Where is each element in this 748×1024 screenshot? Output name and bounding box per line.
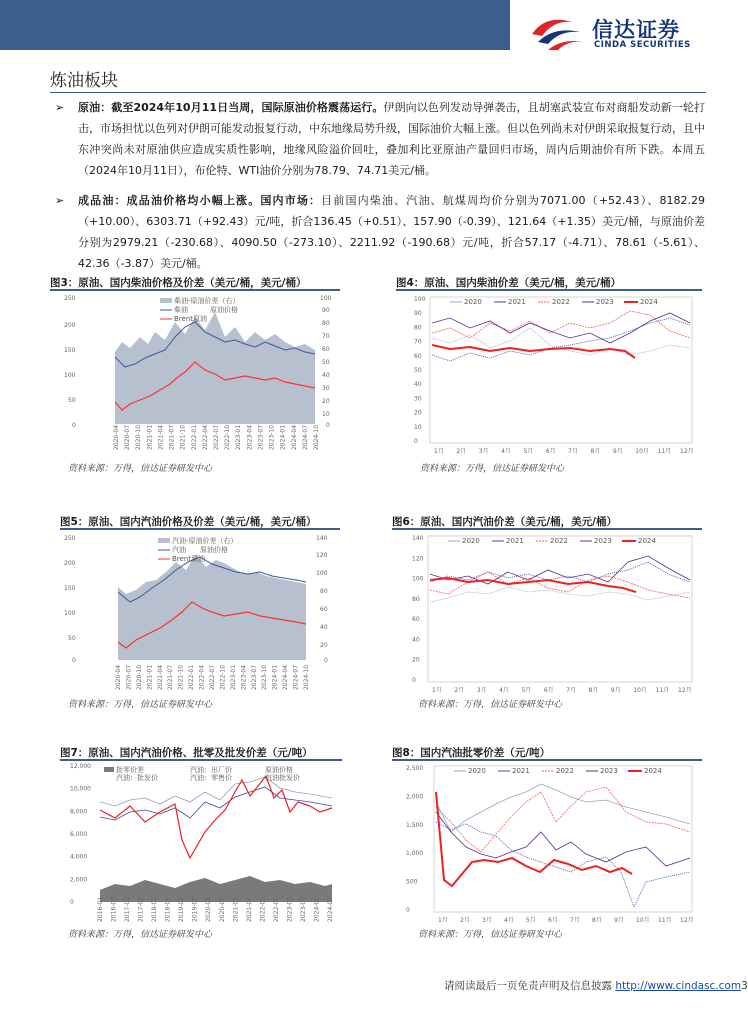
figure-3-y-right-ticks xyxy=(320,295,332,429)
y-tick-label: 1,500 xyxy=(406,821,424,829)
y-tick-label: 0 xyxy=(70,899,74,906)
x-tick-label: 4月 xyxy=(499,687,509,694)
x-tick-label: 2021-07 xyxy=(168,424,176,450)
x-tick-label: 2022-01 xyxy=(259,896,267,922)
figure-3-rule xyxy=(50,289,340,291)
figure-4-chart xyxy=(410,293,700,455)
x-tick-label: 2023-07 xyxy=(299,896,307,922)
figure-8-legend xyxy=(454,767,662,775)
x-tick-label: 2024-07 xyxy=(301,424,309,450)
figure-6-chart xyxy=(408,532,700,694)
svg-text:0: 0 xyxy=(324,657,328,664)
x-tick-label: 2023-01 xyxy=(286,896,294,922)
x-tick-label: 2022-04 xyxy=(198,664,206,690)
y-tick-label: 20 xyxy=(414,409,422,417)
figure-8-line-2020 xyxy=(436,784,690,832)
x-tick-label: 2024-07 xyxy=(327,896,334,922)
x-tick-label: 2017-01 xyxy=(124,896,132,922)
svg-text:100: 100 xyxy=(316,570,328,577)
x-tick-label: 2020-10 xyxy=(135,424,143,450)
y-tick-label: 40 xyxy=(414,381,422,389)
x-tick-label: 2024-10 xyxy=(303,664,310,690)
figure-6-title: 图6：原油、国内汽油价差（美元/桶，美元/桶） xyxy=(392,516,617,528)
figure-8-title: 图8：国内汽油批零价差（元/吨） xyxy=(392,747,551,759)
svg-text:2023: 2023 xyxy=(594,537,612,545)
figure-3-chart xyxy=(60,292,340,452)
x-tick-label: 4月 xyxy=(501,448,511,455)
x-tick-label: 10月 xyxy=(633,687,647,694)
x-tick-label: 2021-07 xyxy=(167,664,175,690)
svg-text:2024: 2024 xyxy=(640,298,658,306)
x-tick-label: 2020-04 xyxy=(115,664,122,690)
svg-text:2020: 2020 xyxy=(468,767,486,775)
x-tick-label: 12月 xyxy=(680,448,694,455)
figure-5-spread-area xyxy=(118,554,306,660)
x-tick-label: 8月 xyxy=(588,687,599,694)
y-tick-label: 100 xyxy=(412,575,424,583)
svg-text:140: 140 xyxy=(316,535,328,542)
figure-7-chart xyxy=(70,762,342,924)
x-tick-label: 2022-07 xyxy=(213,424,220,450)
svg-text:150: 150 xyxy=(64,347,76,354)
svg-text:汽油：批发价: 汽油：批发价 xyxy=(116,774,158,782)
svg-text:汽油批发价: 汽油批发价 xyxy=(265,774,300,782)
figure-7-spread-area xyxy=(100,876,332,902)
svg-text:100: 100 xyxy=(64,610,76,617)
x-tick-label: 2023-10 xyxy=(261,664,269,690)
svg-text:批零价差: 批零价差 xyxy=(116,766,144,774)
figure-7-title: 图7：原油、国内汽油价格、批零及批发价差（元/吨） xyxy=(60,747,313,759)
x-tick-label: 2月 xyxy=(454,687,465,694)
x-tick-label: 3月 xyxy=(476,687,487,694)
svg-text:50: 50 xyxy=(68,397,76,404)
svg-text:0: 0 xyxy=(72,657,76,664)
svg-text:20: 20 xyxy=(322,398,330,405)
figure-5-source: 资料来源：万得，信达证券研发中心 xyxy=(68,700,213,710)
figure-7-legend xyxy=(104,765,300,782)
x-tick-label: 2021-04 xyxy=(156,664,164,690)
figure-3-y-left-ticks xyxy=(64,295,76,429)
x-tick-label: 2022-01 xyxy=(188,664,196,690)
y-tick-label: 70 xyxy=(414,338,422,346)
figure-5-y-left-ticks xyxy=(64,535,76,664)
x-tick-label: 6月 xyxy=(543,687,554,694)
x-tick-label: 2023-10 xyxy=(268,424,276,450)
svg-text:60: 60 xyxy=(320,606,328,613)
x-tick-label: 2020-01 xyxy=(205,896,213,922)
x-tick-label: 7月 xyxy=(570,917,580,924)
figure-8-chart xyxy=(406,762,700,924)
bullet-arrow-icon: ➢ xyxy=(55,194,65,207)
svg-text:原油价格: 原油价格 xyxy=(265,766,293,774)
figure-4-y-ticks xyxy=(414,296,426,445)
x-tick-label: 2019-01 xyxy=(178,896,186,922)
figure-5-x-ticks xyxy=(115,665,310,690)
figure-8-line-2021 xyxy=(436,822,690,907)
figure-6-source: 资料来源：万得，信达证券研发中心 xyxy=(418,700,563,710)
x-tick-label: 6月 xyxy=(548,917,558,924)
svg-text:原油价格: 原油价格 xyxy=(210,306,238,314)
y-tick-label: 120 xyxy=(412,555,424,563)
logo-mark-icon xyxy=(528,12,588,52)
svg-text:0: 0 xyxy=(326,422,330,429)
svg-text:80: 80 xyxy=(322,320,330,327)
svg-text:Brent原油: Brent原油 xyxy=(172,555,206,563)
svg-text:2020: 2020 xyxy=(462,537,480,545)
svg-text:50: 50 xyxy=(68,635,76,642)
figure-5-chart xyxy=(60,532,340,692)
svg-text:100: 100 xyxy=(320,295,332,302)
x-tick-label: 2021-01 xyxy=(232,896,240,922)
x-tick-label: 2023-01 xyxy=(235,424,243,450)
figure-8-source: 资料来源：万得，信达证券研发中心 xyxy=(418,930,563,940)
x-tick-label: 2021-01 xyxy=(146,664,154,690)
figure-3-source: 资料来源：万得，信达证券研发中心 xyxy=(68,464,213,474)
figure-3-title: 图3：原油、国内柴油价格及价差（美元/桶，美元/桶） xyxy=(50,277,307,289)
x-tick-label: 2023-07 xyxy=(250,664,258,690)
x-tick-label: 2024-04 xyxy=(290,424,298,450)
x-tick-label: 2024-01 xyxy=(279,424,287,450)
figure-4-line-2020 xyxy=(432,328,690,355)
figure-6-x-ticks xyxy=(432,686,692,694)
x-tick-label: 2024-01 xyxy=(271,664,279,690)
figure-7-source: 资料来源：万得，信达证券研发中心 xyxy=(68,930,213,940)
y-tick-label: 140 xyxy=(412,535,424,542)
y-tick-label: 0 xyxy=(414,438,418,445)
figure-3-spread-area xyxy=(115,312,315,424)
x-tick-label: 2024-10 xyxy=(313,424,320,450)
x-tick-label: 2019-07 xyxy=(191,896,199,922)
figure-3-x-ticks xyxy=(113,425,320,450)
x-tick-label: 5月 xyxy=(523,448,534,455)
svg-text:2024: 2024 xyxy=(644,767,662,775)
x-tick-label: 4月 xyxy=(504,917,514,924)
svg-text:2020: 2020 xyxy=(464,298,482,306)
svg-text:2024: 2024 xyxy=(638,537,656,545)
svg-text:250: 250 xyxy=(64,535,76,542)
company-logo xyxy=(528,12,718,52)
x-tick-label: 1月 xyxy=(438,917,448,924)
svg-text:2022: 2022 xyxy=(550,537,568,545)
x-tick-label: 2月 xyxy=(460,917,470,924)
x-tick-label: 2021-04 xyxy=(157,424,165,450)
y-tick-label: 50 xyxy=(414,367,422,374)
y-tick-label: 2,500 xyxy=(406,765,424,772)
x-tick-label: 7月 xyxy=(568,448,579,455)
x-tick-label: 6月 xyxy=(545,448,556,455)
website-link[interactable]: http://www.cindasc.com xyxy=(615,980,742,992)
figure-8-y-ticks xyxy=(406,765,423,914)
svg-text:40: 40 xyxy=(322,372,330,379)
x-tick-label: 8月 xyxy=(592,917,602,924)
bullet-text: 目前国内柴油、汽油、航煤周均价分别为7071.00（+52.43）、8182.29（+10.00）、6303.71（+92.43）元/吨，折合136.45（+0.51）、157.90（-0.39）、121.64（+1.35）美元/桶，与原油价差分别为2979.21（-230.68）、4090.50（-273.10）、2211.92（-190.68）元/吨，折合57.17（-4.71）、78.61（-5.61）、42.36（-3.87）美元/桶。 xyxy=(78,194,705,270)
x-tick-label: 12月 xyxy=(678,687,692,694)
y-tick-label: 500 xyxy=(406,878,418,886)
y-tick-label: 10,000 xyxy=(70,785,91,793)
figure-4-x-ticks xyxy=(434,447,694,455)
svg-text:30: 30 xyxy=(322,385,330,392)
y-tick-label: 0 xyxy=(412,677,416,684)
x-tick-label: 2022-10 xyxy=(219,664,227,690)
figure-5-title: 图5：原油、国内汽油价格及价差（美元/桶，美元/桶） xyxy=(60,516,317,528)
figure-5-rule xyxy=(60,528,340,530)
figure-8-x-ticks xyxy=(438,916,694,924)
x-tick-label: 2020-04 xyxy=(113,424,120,450)
figure-7-wholesale-line xyxy=(100,776,332,858)
svg-text:20: 20 xyxy=(320,642,328,649)
x-tick-label: 7月 xyxy=(566,687,577,694)
figure-4-rule xyxy=(396,289,702,291)
bullet-lead: 成品油：成品油价格均小幅上涨。国内市场： xyxy=(78,194,322,207)
x-tick-label: 2022-07 xyxy=(209,664,216,690)
section-title: 炼油板块 xyxy=(50,71,118,91)
svg-text:柴油-原油价差（右）: 柴油-原油价差（右） xyxy=(174,297,240,305)
x-tick-label: 9月 xyxy=(610,687,621,694)
y-tick-label: 20 xyxy=(412,656,420,664)
svg-text:10: 10 xyxy=(322,411,330,418)
logo-text-en: CINDA SECURITIES xyxy=(594,40,691,50)
y-tick-label: 0 xyxy=(406,907,410,914)
x-tick-label: 2022-04 xyxy=(201,424,209,450)
y-tick-label: 80 xyxy=(412,595,420,603)
y-tick-label: 30 xyxy=(414,395,422,403)
svg-text:2021: 2021 xyxy=(512,767,530,775)
x-tick-label: 2021-01 xyxy=(146,424,154,450)
figure-4-line-2022 xyxy=(432,311,690,338)
x-tick-label: 11月 xyxy=(655,687,670,694)
x-tick-label: 2022-01 xyxy=(190,424,198,450)
x-tick-label: 2016-01 xyxy=(97,896,104,922)
svg-text:60: 60 xyxy=(322,346,330,353)
svg-text:汽油-原油价差（右）: 汽油-原油价差（右） xyxy=(172,537,238,545)
x-tick-label: 2月 xyxy=(456,448,467,455)
x-tick-label: 9月 xyxy=(612,448,623,455)
figure-4-title: 图4：原油、国内柴油价差（美元/桶，美元/桶） xyxy=(396,277,621,289)
y-tick-label: 2,000 xyxy=(70,876,88,884)
svg-text:200: 200 xyxy=(64,560,76,567)
x-tick-label: 9月 xyxy=(614,917,624,924)
figure-6-rule xyxy=(392,528,702,530)
x-tick-label: 2024-01 xyxy=(313,896,321,922)
x-tick-label: 2018-01 xyxy=(151,896,159,922)
header-band xyxy=(0,0,510,50)
figure-4-line-2021 xyxy=(432,318,690,361)
x-tick-label: 2024-04 xyxy=(282,664,290,690)
x-tick-label: 2021-10 xyxy=(179,424,187,450)
svg-text:150: 150 xyxy=(64,585,76,592)
x-tick-label: 2020-07 xyxy=(125,664,133,690)
figure-8-line-2022 xyxy=(436,787,690,852)
y-tick-label: 60 xyxy=(412,616,420,624)
x-tick-label: 2023-04 xyxy=(240,664,248,690)
figure-6-line-2022 xyxy=(430,572,690,598)
x-tick-label: 3月 xyxy=(478,448,489,455)
x-tick-label: 11月 xyxy=(657,448,672,455)
bullet-crude-oil xyxy=(55,97,705,181)
x-tick-label: 2023-01 xyxy=(229,664,237,690)
x-tick-label: 2023-07 xyxy=(257,424,265,450)
x-tick-label: 12月 xyxy=(680,917,694,924)
svg-text:250: 250 xyxy=(64,295,76,302)
figure-6-line-2020 xyxy=(430,587,690,602)
x-tick-label: 2020-07 xyxy=(218,896,226,922)
y-tick-label: 80 xyxy=(414,324,422,332)
x-tick-label: 11月 xyxy=(658,917,672,924)
x-tick-label: 2023-04 xyxy=(246,424,254,450)
x-tick-label: 2018-07 xyxy=(164,896,172,922)
logo-text-cn: 信达证券 xyxy=(592,18,680,42)
figure-6-legend xyxy=(448,537,656,545)
svg-text:2021: 2021 xyxy=(508,298,526,306)
figure-5-y-right-ticks xyxy=(316,535,328,664)
x-tick-label: 2016-07 xyxy=(110,896,118,922)
figure-6-line-2021 xyxy=(430,562,690,582)
svg-text:200: 200 xyxy=(64,322,76,329)
svg-text:2022: 2022 xyxy=(556,767,574,775)
x-tick-label: 8月 xyxy=(590,448,601,455)
figure-4-line-2023 xyxy=(432,313,690,343)
y-tick-label: 1,000 xyxy=(406,850,424,858)
svg-text:100: 100 xyxy=(64,372,76,379)
figure-6-line-2024 xyxy=(430,578,636,592)
y-tick-label: 4,000 xyxy=(70,853,88,861)
svg-text:0: 0 xyxy=(72,422,76,429)
svg-text:2023: 2023 xyxy=(600,767,618,775)
svg-text:50: 50 xyxy=(322,359,330,366)
y-tick-label: 2,000 xyxy=(406,793,424,801)
svg-text:柴油: 柴油 xyxy=(174,306,188,314)
x-tick-label: 1月 xyxy=(434,448,444,455)
y-tick-label: 90 xyxy=(414,310,422,318)
svg-text:90: 90 xyxy=(322,307,330,314)
x-tick-label: 2017-07 xyxy=(137,896,145,922)
svg-text:汽油：零售价: 汽油：零售价 xyxy=(190,774,232,782)
figure-6-y-ticks xyxy=(412,535,424,684)
figure-4-legend xyxy=(450,298,658,306)
x-tick-label: 2021-07 xyxy=(245,896,253,922)
figure-4-source: 资料来源：万得，信达证券研发中心 xyxy=(420,464,565,474)
disclaimer-text: 请阅读最后一页免责声明及信息披露 xyxy=(444,980,616,992)
x-tick-label: 2021-10 xyxy=(177,664,185,690)
figure-8-rule xyxy=(392,759,702,761)
y-tick-label: 6,000 xyxy=(70,831,88,838)
x-tick-label: 2022-10 xyxy=(224,424,232,450)
x-tick-label: 5月 xyxy=(521,687,532,694)
svg-text:2022: 2022 xyxy=(552,298,570,306)
x-tick-label: 1月 xyxy=(432,687,442,694)
svg-text:汽油: 汽油 xyxy=(172,546,186,554)
page-number: 3 xyxy=(741,980,748,992)
x-tick-label: 5月 xyxy=(526,917,536,924)
figure-5-legend xyxy=(158,536,238,563)
bullet-text: 伊朗向以色列发动导弹袭击，且胡塞武装宣布对商船发动新一轮打击，市场担忧以色列对伊朗可能发动报复行动，中东地缘局势升级，国际油价大幅上涨。但以色列尚未对伊朗采取报复行动，且中东冲突尚未对原油供应造成实质性影响，地缘风险溢价回吐，叠加利比亚原油产量回归市场，周内后期油价有所下跌。本周五（2024年10月11日），布伦特、WTI油价分别为78.79、74.71美元/桶。 xyxy=(78,101,706,177)
svg-text:40: 40 xyxy=(320,624,328,631)
y-tick-label: 60 xyxy=(414,352,422,360)
x-tick-label: 2022-07 xyxy=(272,896,280,922)
y-tick-label: 12,000 xyxy=(70,763,91,770)
figure-3-legend xyxy=(160,296,240,323)
x-tick-label: 3月 xyxy=(482,917,492,924)
bullet-lead: 原油：截至2024年10月11日当周，国际原油价格震荡运行。 xyxy=(78,101,384,114)
page-footer xyxy=(444,978,748,993)
svg-text:2023: 2023 xyxy=(596,298,614,306)
svg-text:2021: 2021 xyxy=(506,537,524,545)
x-tick-label: 2020-07 xyxy=(124,424,132,450)
svg-text:汽油：出厂价: 汽油：出厂价 xyxy=(190,766,232,774)
x-tick-label: 10月 xyxy=(635,448,649,455)
svg-text:原油价格: 原油价格 xyxy=(200,546,228,554)
svg-text:80: 80 xyxy=(320,588,328,595)
x-tick-label: 2024-07 xyxy=(292,664,300,690)
x-tick-label: 10月 xyxy=(636,917,650,924)
y-tick-label: 100 xyxy=(414,296,426,303)
svg-text:Brent原油: Brent原油 xyxy=(174,315,208,323)
bullet-arrow-icon: ➢ xyxy=(55,101,65,114)
svg-text:120: 120 xyxy=(316,552,328,559)
y-tick-label: 40 xyxy=(412,636,420,644)
x-tick-label: 2020-10 xyxy=(135,664,143,690)
svg-text:70: 70 xyxy=(322,333,330,340)
figure-7-y-ticks xyxy=(70,763,91,906)
figure-7-rule xyxy=(60,759,342,761)
figure-8-line-2023 xyxy=(436,812,690,866)
bullet-refined-oil xyxy=(55,190,705,274)
y-tick-label: 10 xyxy=(414,423,422,431)
y-tick-label: 8,000 xyxy=(70,808,88,816)
section-divider xyxy=(50,92,706,93)
